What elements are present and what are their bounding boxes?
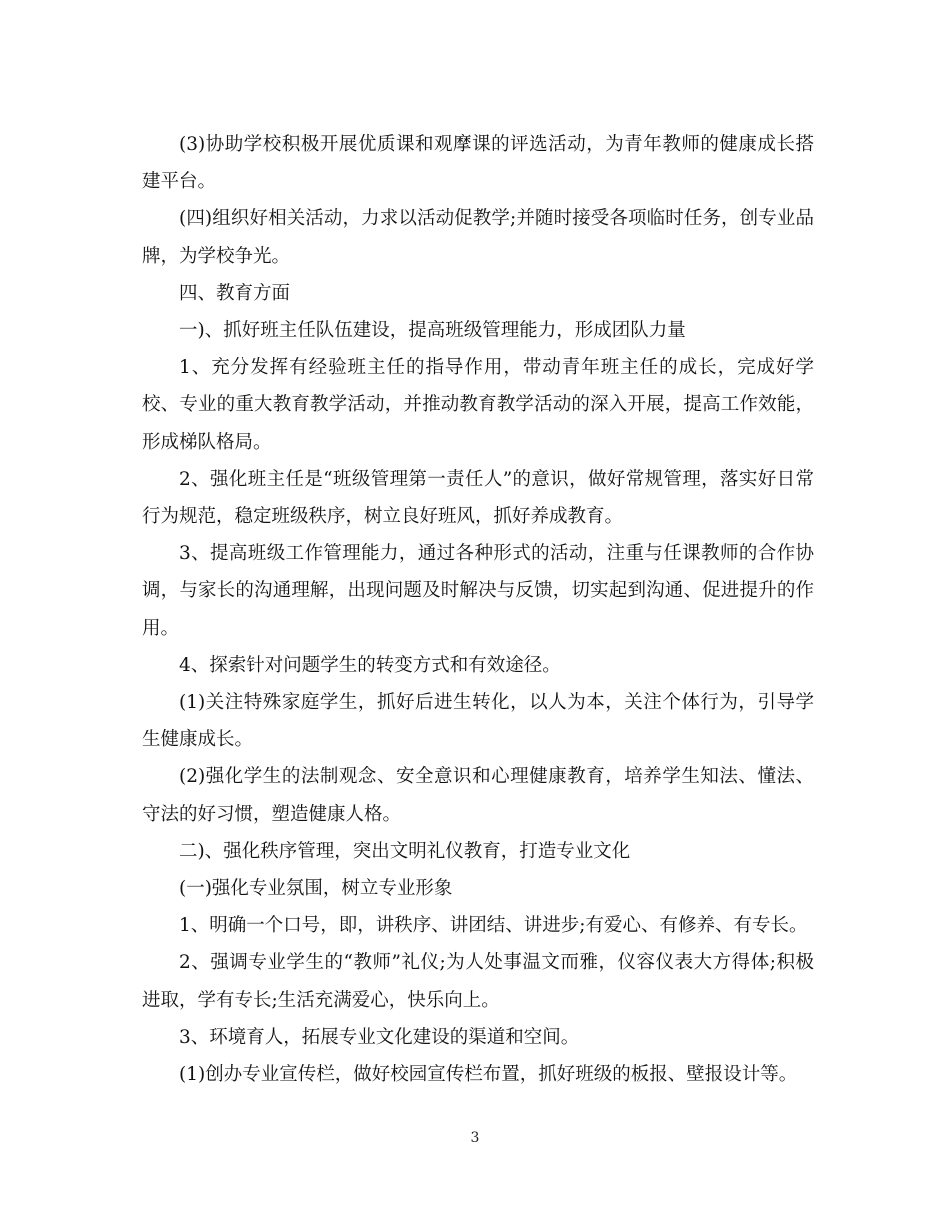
paragraph-16: (1)创办专业宣传栏，做好校园宣传栏布置，抓好班级的板报、壁报设计等。 bbox=[179, 1064, 798, 1086]
paragraph-8: 4、探索针对问题学生的转变方式和有效途径。 bbox=[179, 654, 561, 676]
paragraph-15: 3、环境育人，拓展专业文化建设的渠道和空间。 bbox=[179, 1026, 580, 1048]
paragraph-2: (四)组织好相关活动，力求以活动促教学;并随时接受各项临时任务，创专业品牌，为学校争光。 bbox=[142, 208, 814, 267]
paragraph-5: 1、充分发挥有经验班主任的指导作用，带动青年班主任的成长，完成好学校、专业的重大教育教学活动，并推动教育教学活动的深入开展，提高工作效能，形成梯队格局。 bbox=[142, 357, 814, 453]
paragraph-9: (1)关注特殊家庭学生，抓好后进生转化，以人为本，关注个体行为，引导学生健康成长。 bbox=[142, 692, 814, 751]
subheading-head-teacher-team: 一)、抓好班主任队伍建设，提高班级管理能力，形成团队力量 bbox=[179, 320, 686, 342]
paragraph-7: 3、提高班级工作管理能力，通过各种形式的活动，注重与任课教师的合作协调，与家长的沟通理解，出现问题及时解决与反馈，切实起到沟通、促进提升的作用。 bbox=[142, 543, 814, 639]
subheading-professional-atmosphere: (一)强化专业氛围，树立专业形象 bbox=[179, 878, 453, 900]
paragraph-6: 2、强化班主任是“班级管理第一责任人”的意识，做好常规管理，落实好日常行为规范，稳定班级秩序，树立良好班风，抓好养成教育。 bbox=[142, 468, 814, 528]
paragraph-1: (3)协助学校积极开展优质课和观摩课的评选活动，为青年教师的健康成长搭建平台。 bbox=[142, 134, 814, 193]
paragraph-13: 1、明确一个口号，即，讲秩序、讲团结、讲进步;有爱心、有修养、有专长。 bbox=[179, 915, 808, 937]
document-body bbox=[142, 126, 814, 1093]
paragraph-10: (2)强化学生的法制观念、安全意识和心理健康教育，培养学生知法、懂法、守法的好习惯，塑造健康人格。 bbox=[142, 766, 814, 825]
subheading-order-management: 二)、强化秩序管理，突出文明礼仪教育，打造专业文化 bbox=[179, 840, 631, 862]
page-number: 3 bbox=[470, 1130, 480, 1146]
paragraph-14: 2、强调专业学生的“教师”礼仪;为人处事温文而雅，仪容仪表大方得体;积极进取，学有专长;生活充满爱心，快乐向上。 bbox=[142, 952, 814, 1011]
section-heading-education: 四、教育方面 bbox=[179, 282, 291, 304]
